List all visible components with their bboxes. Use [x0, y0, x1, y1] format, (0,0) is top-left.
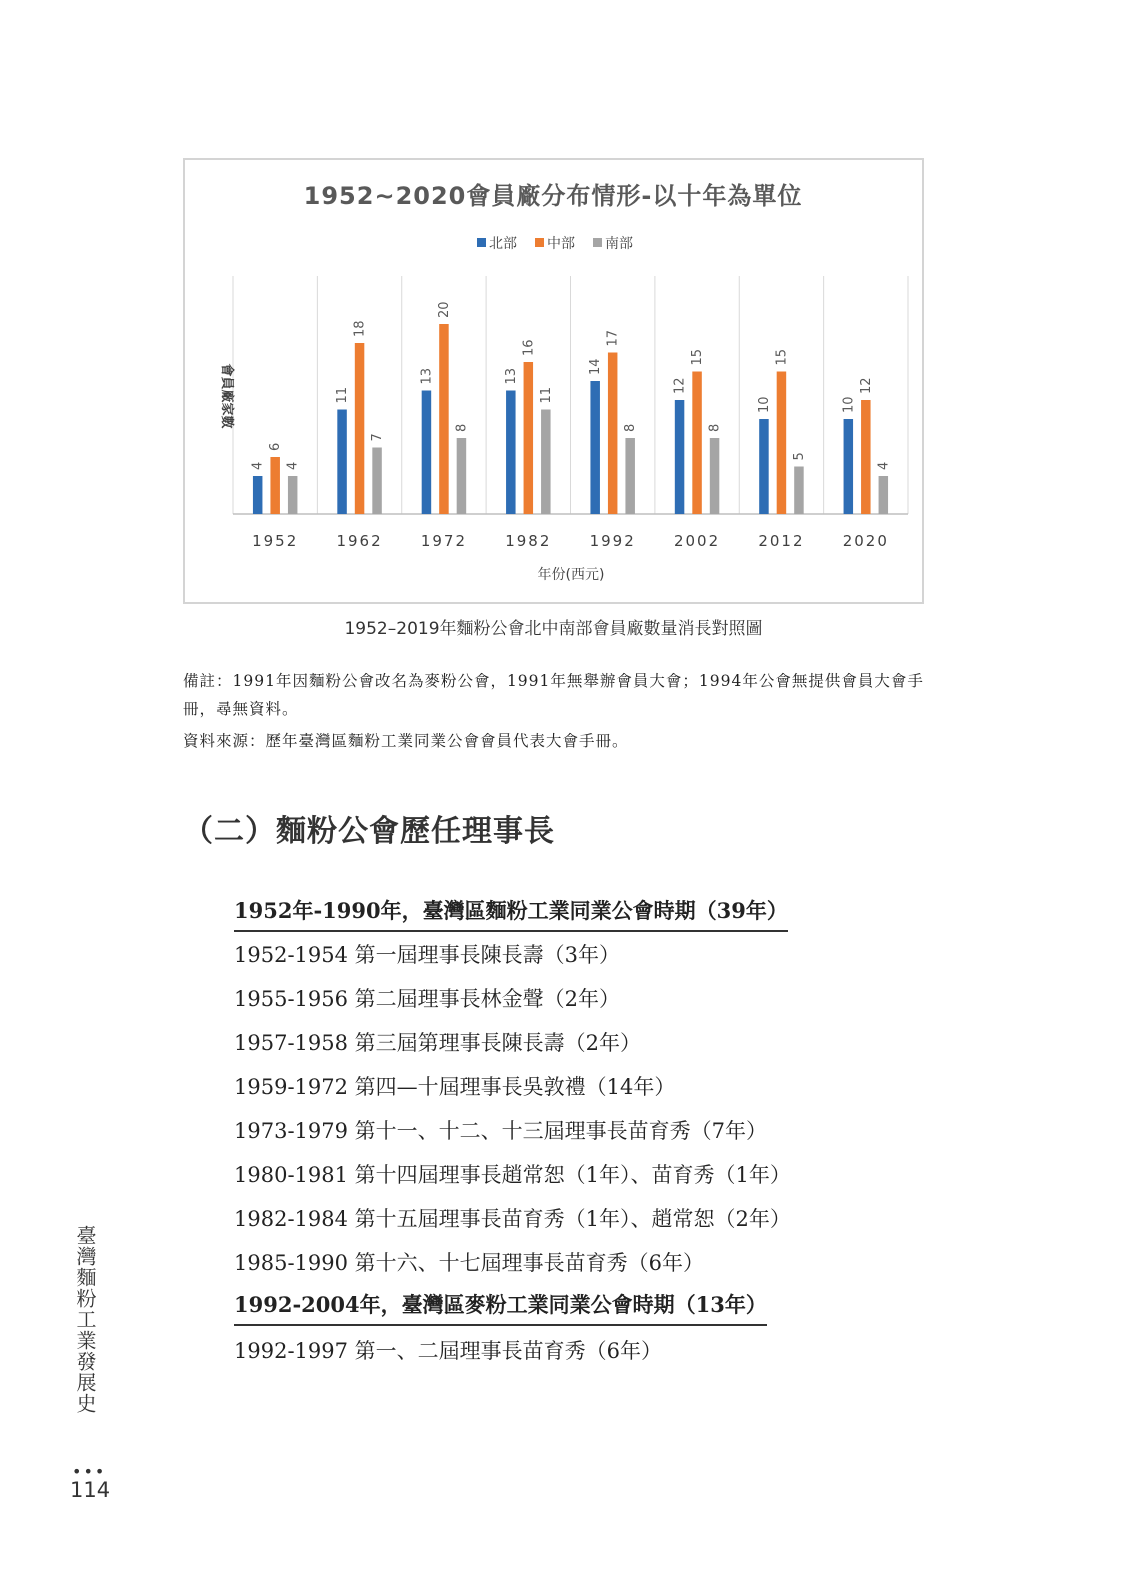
list-item: 1955-1956 第二屆理事長林金聲（2年）	[234, 987, 621, 1011]
page-number: 114	[70, 1478, 111, 1502]
data-label: 20	[436, 301, 452, 318]
bar	[372, 448, 382, 515]
bar	[675, 400, 685, 514]
bar	[506, 391, 516, 515]
list-item: 1992-1997 第一、二屆理事長苗育秀（6年）	[234, 1339, 663, 1363]
section-heading-number: （二）	[183, 814, 276, 849]
data-label: 5	[791, 452, 807, 461]
list-item: 1985-1990 第十六、十七屆理事長苗育秀（6年）	[234, 1251, 705, 1275]
figure-caption: 1952–2019年麵粉公會北中南部會員廠數量消長對照圖	[344, 619, 763, 639]
list-item: 1973-1979 第十一、十二、十三屆理事長苗育秀（7年）	[234, 1119, 768, 1143]
bar	[861, 400, 871, 514]
bar-chart	[185, 160, 922, 602]
chart-title: 1952~2020會員廠分布情形-以十年為單位	[303, 182, 803, 210]
section-heading-title: 麵粉公會歷任理事長	[276, 814, 555, 849]
data-label: 15	[774, 348, 790, 366]
note-remark: 備註：1991年因麵粉公會改名為麥粉公會，1991年無舉辦會員大會；1994年公會無提供會員大會手冊，尋無資料。	[183, 672, 924, 718]
legend-swatch	[535, 238, 544, 247]
data-label: 18	[352, 320, 368, 337]
bar	[355, 343, 365, 514]
x-tick-label: 2020	[842, 532, 889, 550]
data-label: 14	[588, 358, 604, 375]
data-label: 16	[521, 339, 537, 356]
bar	[692, 372, 702, 515]
data-label: 12	[672, 377, 688, 394]
data-label: 10	[841, 396, 857, 413]
x-tick-label: 2002	[673, 532, 721, 550]
data-label: 11	[538, 386, 554, 404]
legend-label: 南部	[605, 236, 633, 252]
x-tick-label: 1972	[420, 532, 468, 550]
x-tick-label: 1952	[252, 532, 299, 550]
data-label: 13	[419, 367, 435, 385]
data-label: 8	[707, 423, 723, 432]
x-tick-label: 2012	[758, 532, 805, 550]
bar	[439, 324, 449, 514]
data-label: 7	[370, 433, 386, 442]
data-label: 13	[503, 367, 519, 385]
bar	[524, 362, 534, 514]
period-heading: 1992-2004年，臺灣區麥粉工業同業公會時期（13年）	[234, 1290, 767, 1326]
bar	[288, 476, 298, 514]
legend-label: 中部	[547, 236, 575, 252]
data-label: 17	[605, 329, 621, 347]
section-heading	[183, 806, 555, 850]
x-axis-title: 年份(西元)	[537, 567, 605, 583]
bar	[759, 419, 769, 514]
list-item: 1959-1972 第四—十屆理事長吳敦禮（14年）	[234, 1075, 676, 1099]
data-label: 12	[858, 377, 874, 394]
running-book-title: 臺灣麵粉工業發展史	[73, 1225, 97, 1414]
data-label: 11	[335, 386, 351, 404]
bar	[844, 419, 854, 514]
bar	[422, 391, 432, 515]
legend-swatch	[477, 238, 486, 247]
data-label: 10	[756, 396, 772, 413]
data-label: 15	[690, 348, 706, 366]
legend-swatch	[593, 238, 602, 247]
list-item: 1957-1958 第三屆第理事長陳長壽（2年）	[234, 1031, 642, 1055]
bar	[457, 438, 467, 514]
x-tick-label: 1992	[589, 532, 636, 550]
data-label: 4	[250, 461, 266, 470]
bar	[879, 476, 889, 514]
bar	[253, 476, 263, 514]
data-label: 6	[268, 442, 284, 451]
bar	[794, 467, 804, 515]
bar	[777, 372, 787, 515]
x-tick-label: 1982	[505, 532, 552, 550]
chart-frame	[183, 158, 924, 604]
list-item: 1980-1981 第十四屆理事長趙常恕（1年）、苗育秀（1年）	[234, 1163, 791, 1187]
y-axis-title: 會員廠家數	[219, 363, 234, 429]
bar	[608, 353, 618, 515]
data-label: 8	[454, 423, 470, 432]
bar	[270, 457, 280, 514]
period-heading: 1952年-1990年，臺灣區麵粉工業同業公會時期（39年）	[234, 896, 788, 932]
data-label: 4	[876, 461, 892, 470]
page-dots: •••	[72, 1462, 107, 1481]
data-label: 8	[623, 423, 639, 432]
data-label: 4	[285, 461, 301, 470]
legend-label: 北部	[489, 236, 517, 252]
bar	[625, 438, 635, 514]
bar	[590, 381, 600, 514]
x-tick-label: 1962	[336, 532, 383, 550]
bar	[337, 410, 347, 515]
list-item: 1982-1984 第十五屆理事長苗育秀（1年）、趙常恕（2年）	[234, 1207, 791, 1231]
bar	[710, 438, 720, 514]
bar	[541, 410, 551, 515]
list-item: 1952-1954 第一屆理事長陳長壽（3年）	[234, 943, 621, 967]
note-source: 資料來源：歷年臺灣區麵粉工業同業公會會員代表大會手冊。	[183, 732, 629, 750]
